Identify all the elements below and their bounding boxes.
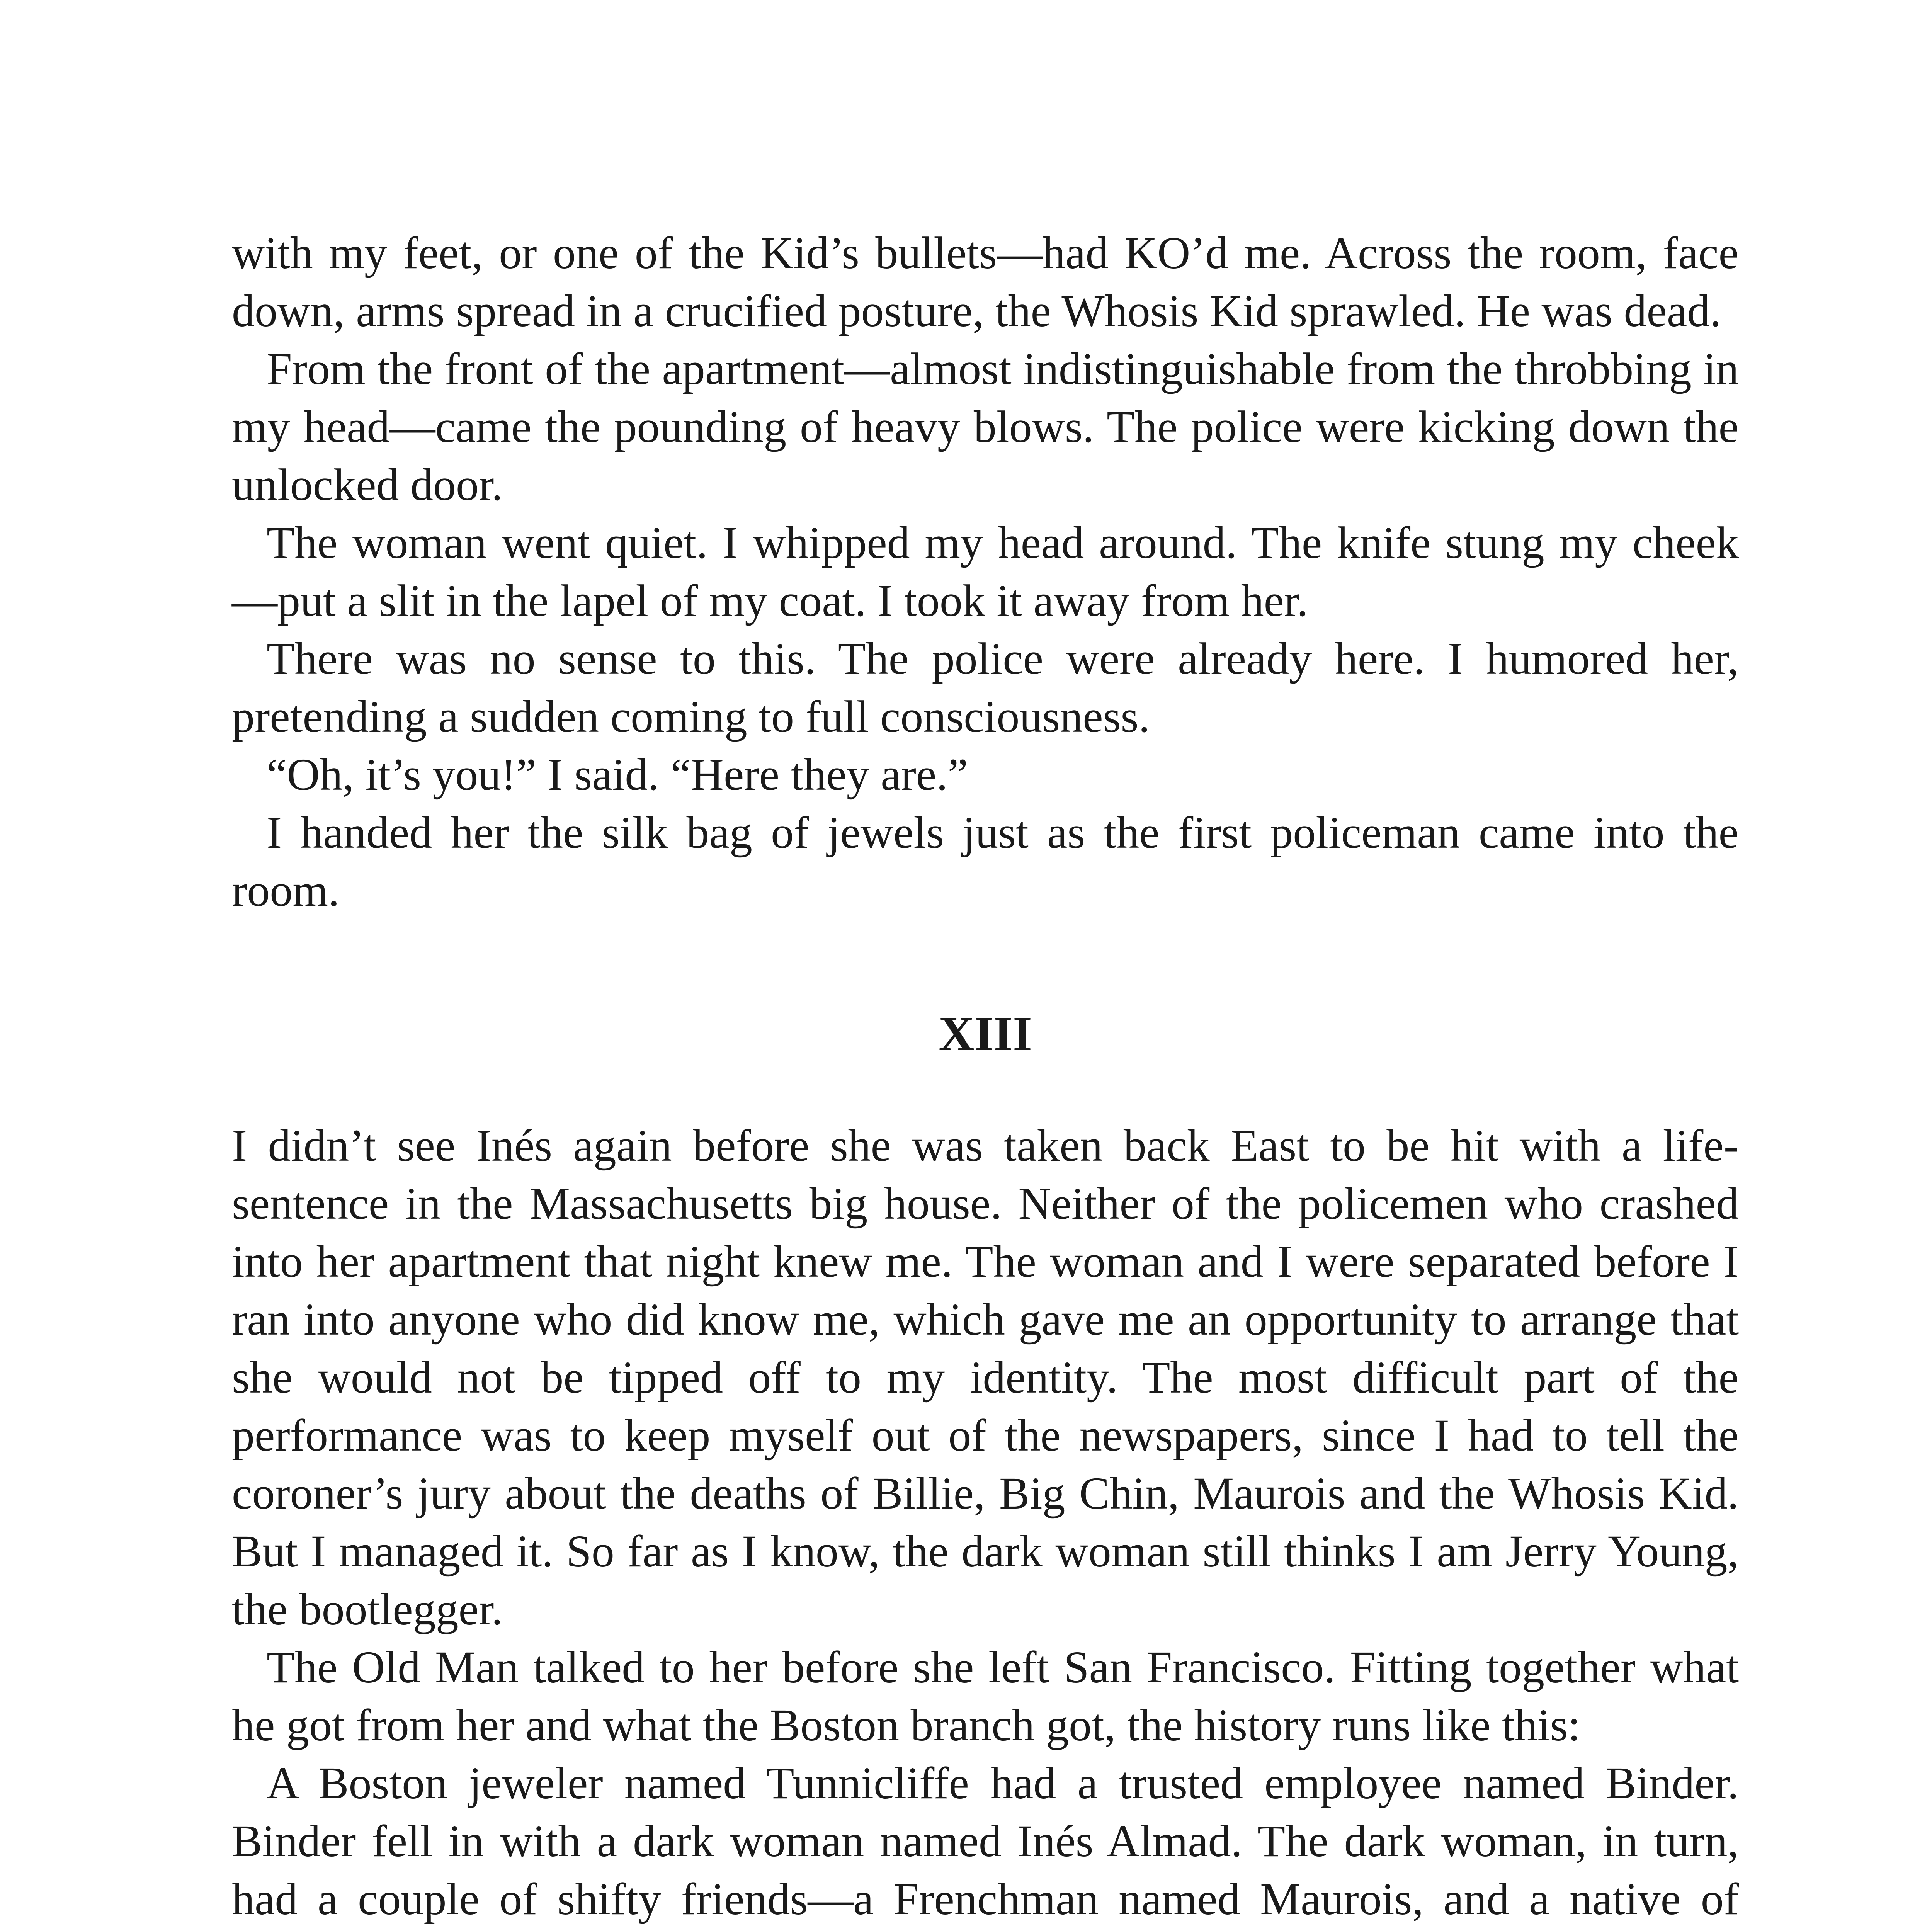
text-block-before [232,224,1739,920]
paragraph-first: I didn’t see Inés again before she was taken back East to be hit with a life-sentence in the Massachusetts big house. Neither of the policemen who crashed into her apartment that night knew me. The woman and I were separated before I ran into anyone who did know me, which gave me an opportunity to arrange that she would not be tipped off to my identity. The most difficult part of the performance was to keep myself out of the newspapers, since I had to tell the coroner’s jury about the deaths of Billie, Big Chin, Maurois and the Whosis Kid. But I managed it. So far as I know, the dark woman still thinks I am Jerry Young, the bootlegger. [232,1120,1739,1634]
paragraph-continued: with my feet, or one of the Kid’s bullets—had KO’d me. Across the room, face down, arms spread in a crucified posture, the Whosis Kid sprawled. He was dead. [232,228,1739,336]
paragraph: From the front of the apartment—almost indistinguishable from the throbbing in my head—came the pounding of heavy blows. The police were kicking down the unlocked door. [232,344,1739,510]
paragraph: There was no sense to this. The police were already here. I humored her, pretending a sudden coming to full consciousness. [232,633,1739,742]
paragraph: The woman went quiet. I whipped my head around. The knife stung my cheek —put a slit in the lapel of my coat. I took it away from her. [232,517,1739,626]
paragraph: “Oh, it’s you!” I said. “Here they are.” [267,749,968,800]
paragraph: I handed her the silk bag of jewels just as the first policeman came into the room. [232,807,1739,916]
chapter-heading-wrap [232,1005,1739,1063]
paragraph: The Old Man talked to her before she left San Francisco. Fitting together what he got from her and what the Boston branch got, the history runs like this: [232,1642,1739,1750]
chapter-heading: XIII [939,1006,1032,1061]
text-block-after [232,1117,1739,1932]
paragraph: A Boston jeweler named Tunnicliffe had a trusted employee named Binder. Binder fell in with a dark woman named Inés Almad. The dark woman, in turn, had a couple of shifty friends—a Frenchman named Maurois, and a native of [232,1758,1739,1924]
page-body [232,224,1739,1932]
